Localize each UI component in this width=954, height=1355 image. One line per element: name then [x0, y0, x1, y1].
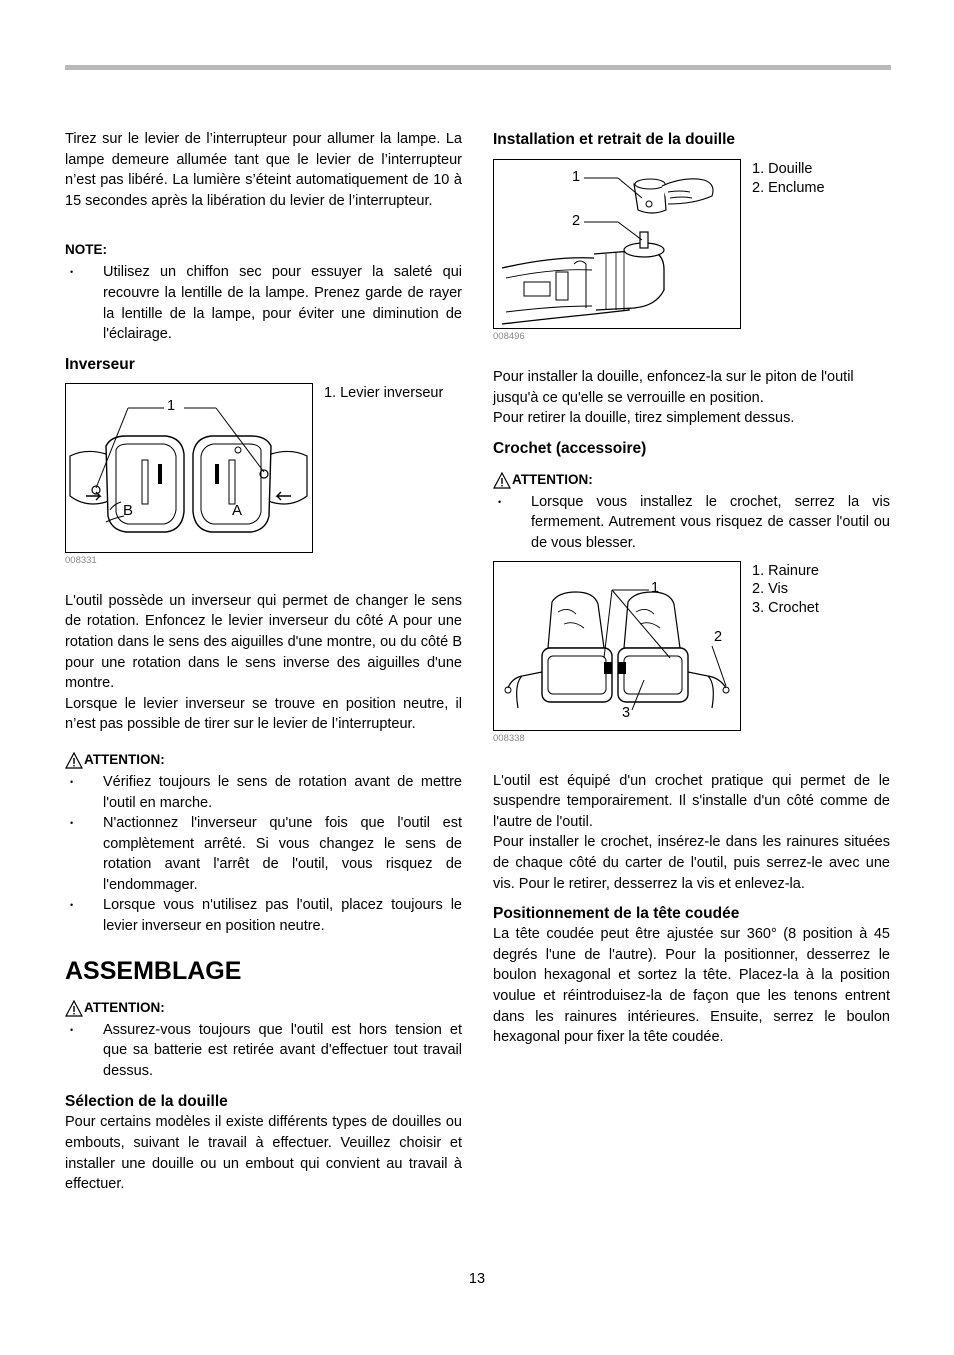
fig-label-1: 1 [572, 169, 581, 185]
attention-heading [65, 751, 462, 769]
attention-list [493, 492, 890, 554]
assemblage-attention-list [65, 1020, 462, 1082]
warning-icon [65, 1000, 83, 1017]
attention-label: ATTENTION: [84, 751, 165, 767]
crochet-title: Crochet (accessoire) [493, 439, 647, 457]
caption-item: 1. Douille [752, 161, 813, 177]
selection-paragraph: Pour certains modèles il existe différents types de douilles ou embouts, suivant le travail à effectuer. Veuillez choisir et installer une douille ou un embout qui convient au travail à effectuer. [65, 1114, 462, 1193]
header-rule [65, 65, 891, 70]
caption-item: 2. Enclume [752, 179, 825, 196]
inverseur-figure [65, 383, 462, 567]
figure-code: 008496 [493, 331, 525, 342]
inverseur-illustration [65, 383, 313, 553]
attention-item: • Vérifiez toujours le sens de rotation avant de mettre l'outil en marche. [65, 772, 462, 813]
figure-caption [752, 160, 825, 197]
attention-list [65, 772, 462, 937]
install-paragraph-2: Pour retirer la douille, tirez simplement dessus. [493, 410, 795, 427]
install-paragraph-1: Pour installer la douille, enfoncez-la sur le piton de l'outil jusqu'à ce qu'elle se verrouille en position. [493, 369, 854, 406]
reverse-switch-drawing [66, 384, 311, 551]
install-illustration [493, 159, 741, 329]
hook-drawing [494, 562, 739, 729]
position-title: Positionnement de la tête coudée [493, 905, 740, 923]
warning-icon [493, 472, 511, 489]
install-title: Installation et retrait de la douille [493, 131, 736, 148]
crochet-figure [493, 561, 890, 745]
assemblage-attention-heading [65, 999, 462, 1017]
selection-title: Sélection de la douille [65, 1093, 228, 1111]
attention-label: ATTENTION: [512, 471, 593, 487]
caption-item: 1. Rainure [752, 562, 819, 579]
figure-caption [752, 562, 819, 618]
figure-code: 008338 [493, 732, 525, 744]
socket-anvil-drawing [494, 160, 739, 327]
attention-item: • N'actionnez l'inverseur qu'une fois que l'outil est complètement arrêté. Si vous changez le sens de rotation avant l'arrêt de l'outil, vous risquez de l'endommager. [65, 813, 462, 895]
lamp-paragraph: Tirez sur le levier de l’interrupteur pour allumer la lampe. La lampe demeure allumée tant que le levier de l’interrupteur n’est pas libéré. La lumière s’éteint automatiquement de 10 à 15 secondes après la libération du levier de l’interrupteur. [65, 131, 462, 209]
fig-label-a: A [232, 501, 243, 519]
note-item: • Utilisez un chiffon sec pour essuyer la saleté qui recouvre la lentille de la lampe. Prenez garde de rayer la lentille de la lampe, pour éviter une diminution de l'éclairage. [65, 262, 462, 344]
inverseur-paragraph-2: Lorsque le levier inverseur se trouve en position neutre, il n’est pas possible de tirer sur le levier de l’interrupteur. [65, 695, 462, 733]
figure-caption [324, 384, 443, 403]
crochet-illustration [493, 561, 741, 731]
figure-code: 008331 [65, 554, 97, 566]
inverseur-paragraph-1: L'outil possède un inverseur qui permet de changer le sens de rotation. Enfoncez le levier inverseur du côté A pour une rotation dans le sens des aiguilles d'une montre, ou du côté B pour une rotation dans le sens inverse des aiguilles d'une montre. [65, 592, 462, 692]
attention-item: • Lorsque vous installez le crochet, serrez la vis fermement. Autrement vous risquez de casser l'outil ou de vous blesser. [493, 492, 890, 554]
caption-item: 1. Levier inverseur [324, 384, 444, 401]
assemblage-title: ASSEMBLAGE [65, 956, 242, 985]
warning-icon [65, 752, 83, 769]
fig-label-1: 1 [651, 579, 660, 596]
page-number: 13 [468, 1271, 486, 1287]
fig-label-3: 3 [622, 704, 631, 721]
attention-label: ATTENTION: [84, 999, 165, 1015]
install-figure [493, 159, 890, 343]
note-list [65, 262, 462, 344]
caption-item: 3. Crochet [752, 599, 819, 616]
note-label: NOTE: [65, 242, 107, 258]
attention-heading [493, 471, 890, 489]
crochet-paragraph-1: L'outil est équipé d'un crochet pratique qui permet de le suspendre temporairement. Il s'installe d'un côté comme de l'autre de l'outil. [493, 772, 890, 830]
fig-label-b: B [123, 501, 134, 519]
attention-item: • Assurez-vous toujours que l'outil est hors tension et que sa batterie est retirée avant d'effectuer tout travail dessus. [65, 1020, 462, 1082]
left-column [65, 129, 462, 1195]
right-column [493, 129, 890, 1048]
caption-item: 2. Vis [752, 581, 789, 598]
fig-label-2: 2 [714, 628, 723, 645]
fig-label-2: 2 [572, 213, 581, 229]
crochet-paragraph-2: Pour installer le crochet, insérez-le dans les rainures situées de chaque côté du carter de l'outil, puis serrez-le avec une vis. Pour le retirer, desserrez la vis et enlevez-la. [493, 834, 890, 892]
position-paragraph: La tête coudée peut être ajustée sur 360° (8 position à 45 degrés l'une de l'autre). Pour la positionner, desserrez le boulon hexagonal et sortez la tête. Placez-la à la position voulue et réintroduisez-la de façon que les tenons entrent dans les rainures intérieures. Ensuite, serrez le boulon hexagonal pour fixer la tête coudée. [493, 926, 890, 1046]
attention-item: • Lorsque vous n'utilisez pas l'outil, placez toujours le levier inverseur en position neutre. [65, 895, 462, 936]
fig-label-1: 1 [167, 397, 176, 414]
inverseur-title: Inverseur [65, 355, 135, 373]
